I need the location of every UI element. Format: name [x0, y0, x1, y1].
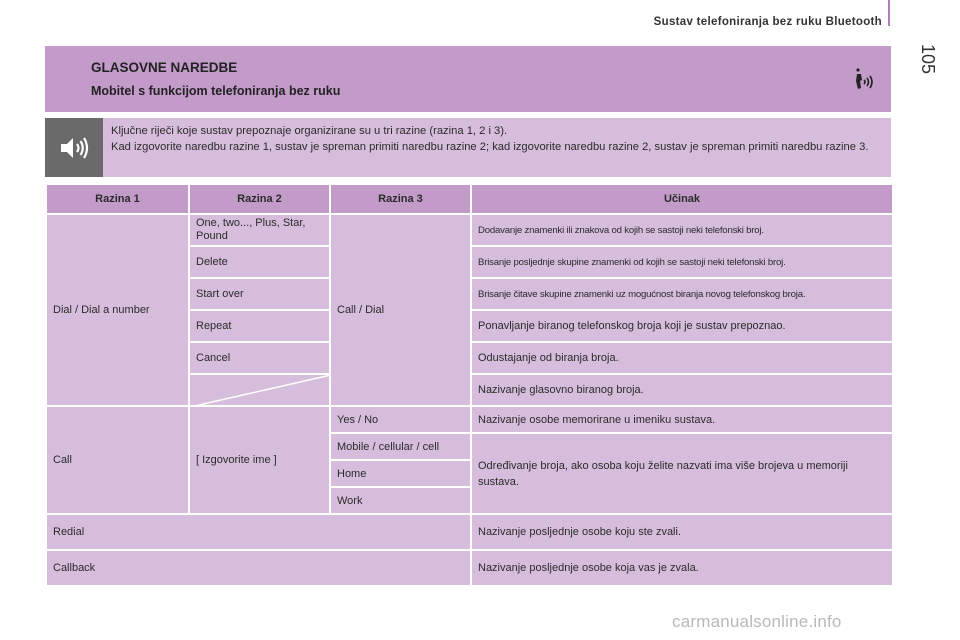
- dial-level-2: Delete: [189, 246, 330, 278]
- dial-effect: Ponavljanje biranog telefonskog broja koji je sustav prepoznao.: [471, 310, 893, 342]
- dial-level-2: Start over: [189, 278, 330, 310]
- callback-effect: Nazivanje posljednje osobe koja vas je zvala.: [471, 550, 893, 586]
- table-row: [46, 514, 893, 550]
- header-level-1: Razina 1: [46, 184, 189, 214]
- dial-level-3: Call / Dial: [330, 214, 471, 406]
- dial-effect: Odustajanje od biranja broja.: [471, 342, 893, 374]
- dial-effect: Brisanje posljednje skupine znamenki od kojih se sastoji neki telefonski broj.: [471, 246, 893, 278]
- diagonal-slash: [190, 375, 331, 407]
- dial-level-2: Cancel: [189, 342, 330, 374]
- dial-effect: Brisanje čitave skupine znamenki uz mogućnost biranja novog telefonskog broja.: [471, 278, 893, 310]
- intro-box: [45, 118, 891, 177]
- call-level-1: Call: [46, 406, 189, 514]
- redial-effect: Nazivanje posljednje osobe koju ste zvali.: [471, 514, 893, 550]
- intro-text: [111, 123, 881, 155]
- call-multi-effect: Određivanje broja, ako osoba koju želite nazvati ima više brojeva u memoriji sustava.: [471, 433, 893, 514]
- intro-line-2: Kad izgovorite naredbu razine 1, sustav je spreman primiti naredbu razine 2; kad izgovorite naredbu razine 2, sustav je spreman primiti naredbu razine 3.: [111, 141, 869, 153]
- section-title: GLASOVNE NAREDBE: [91, 60, 238, 75]
- dial-level-2: Repeat: [189, 310, 330, 342]
- dial-effect: Dodavanje znamenki ili znakova od kojih se sastoji neki telefonski broj.: [471, 214, 893, 246]
- section-header: [45, 46, 891, 112]
- call-effect: Nazivanje osobe memorirane u imeniku sustava.: [471, 406, 893, 433]
- call-level-3: Home: [330, 460, 471, 487]
- running-head: Sustav telefoniranja bez ruku Bluetooth: [653, 16, 882, 28]
- section-subtitle: Mobitel s funkcijom telefoniranja bez ruku: [91, 84, 341, 98]
- call-level-3: Yes / No: [330, 406, 471, 433]
- table-row: [46, 550, 893, 586]
- callback-command: Callback: [46, 550, 471, 586]
- voice-command-icon: [851, 66, 877, 96]
- call-level-3: Mobile / cellular / cell: [330, 433, 471, 460]
- header-level-3: Razina 3: [330, 184, 471, 214]
- call-level-2: [ Izgovorite ime ]: [189, 406, 330, 514]
- table-row: [46, 214, 893, 246]
- table-header-row: [46, 184, 893, 214]
- dial-level-1: Dial / Dial a number: [46, 214, 189, 406]
- watermark: carmanualsonline.info: [672, 612, 842, 631]
- dial-level-2: One, two..., Plus, Star, Pound: [189, 214, 330, 246]
- header-rule: [888, 0, 890, 26]
- redial-command: Redial: [46, 514, 471, 550]
- page-number: 105: [918, 44, 938, 75]
- header-effect: Učinak: [471, 184, 893, 214]
- intro-line-1: Ključne riječi koje sustav prepoznaje organizirane su u tri razine (razina 1, 2 i 3).: [111, 125, 508, 137]
- call-level-3: Work: [330, 487, 471, 514]
- empty-level-2-cell: [189, 374, 330, 406]
- dial-effect: Nazivanje glasovno biranog broja.: [471, 374, 893, 406]
- speaker-icon: [58, 133, 90, 163]
- voice-commands-table: [45, 183, 894, 587]
- table-row: [46, 406, 893, 433]
- speaker-icon-box: [45, 118, 103, 177]
- header-level-2: Razina 2: [189, 184, 330, 214]
